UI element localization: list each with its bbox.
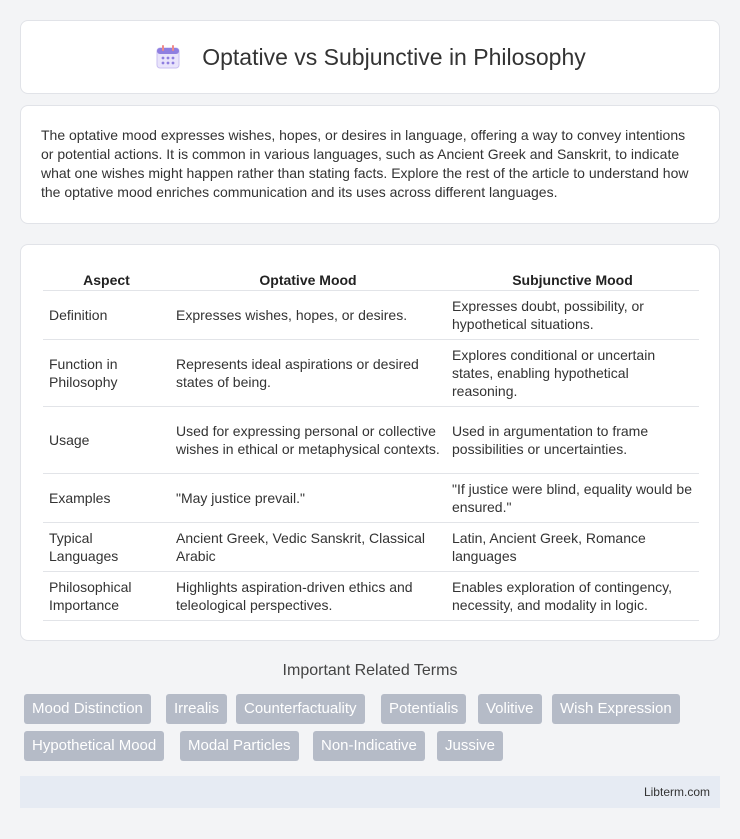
tag-hypothetical-mood[interactable]: Hypothetical Mood	[24, 731, 164, 761]
table-row	[43, 523, 699, 572]
tag-mood-distinction[interactable]: Mood Distinction	[24, 694, 151, 724]
footer-brand[interactable]: Libterm.com	[643, 785, 710, 799]
header-card	[20, 20, 720, 94]
row-subjunctive: Enables exploration of contingency, necessity, and modality in logic.	[446, 572, 699, 621]
row-optative: "May justice prevail."	[170, 474, 446, 523]
row-optative: Highlights aspiration-driven ethics and teleological perspectives.	[170, 572, 446, 621]
intro-text: The optative mood expresses wishes, hopes, or desires in language, offering a way to convey intentions or potential actions. It is common in various languages, such as Ancient Greek and Sanskrit, to indicate what one wishes might happen rather than stating facts. Explore the rest of the article to understand how the optative mood enriches communication and its uses across different languages.	[41, 127, 689, 200]
tag-volitive[interactable]: Volitive	[478, 694, 542, 724]
row-optative: Expresses wishes, hopes, or desires.	[170, 291, 446, 340]
header-optative: Optative Mood	[170, 265, 446, 291]
intro-card	[20, 105, 720, 224]
comparison-table-card	[20, 244, 720, 641]
row-subjunctive: "If justice were blind, equality would be ensured."	[446, 474, 699, 523]
tag-jussive[interactable]: Jussive	[437, 731, 503, 761]
header-subjunctive: Subjunctive Mood	[446, 265, 699, 291]
row-optative: Used for expressing personal or collective wishes in ethical or metaphysical contexts.	[170, 407, 446, 474]
page-title: Optative vs Subjunctive in Philosophy	[202, 43, 586, 70]
calendar-grid-icon	[154, 43, 182, 71]
row-aspect: Examples	[43, 474, 170, 523]
row-subjunctive: Used in argumentation to frame possibilities or uncertainties.	[446, 407, 699, 474]
row-optative: Ancient Greek, Vedic Sanskrit, Classical Arabic	[170, 523, 446, 572]
row-subjunctive: Expresses doubt, possibility, or hypothetical situations.	[446, 291, 699, 340]
row-aspect: Philosophical Importance	[43, 572, 170, 621]
row-subjunctive: Explores conditional or uncertain states, enabling hypothetical reasoning.	[446, 340, 699, 407]
table-row	[43, 291, 699, 340]
tag-wish-expression[interactable]: Wish Expression	[552, 694, 680, 724]
row-subjunctive: Latin, Ancient Greek, Romance languages	[446, 523, 699, 572]
row-optative: Represents ideal aspirations or desired states of being.	[170, 340, 446, 407]
row-aspect: Function in Philosophy	[43, 340, 170, 407]
tag-potentialis[interactable]: Potentialis	[381, 694, 466, 724]
tag-irrealis[interactable]: Irrealis	[166, 694, 227, 724]
row-aspect: Definition	[43, 291, 170, 340]
header-aspect: Aspect	[43, 265, 170, 291]
footer	[20, 776, 720, 808]
row-aspect: Usage	[43, 407, 170, 474]
table-header-row	[43, 265, 699, 291]
table-row	[43, 572, 699, 621]
table-row	[43, 340, 699, 407]
table-row	[43, 407, 699, 474]
tag-counterfactuality[interactable]: Counterfactuality	[236, 694, 365, 724]
row-aspect: Typical Languages	[43, 523, 170, 572]
comparison-table	[43, 265, 699, 621]
tag-non-indicative[interactable]: Non-Indicative	[313, 731, 425, 761]
table-row	[43, 474, 699, 523]
tag-modal-particles[interactable]: Modal Particles	[180, 731, 299, 761]
related-terms-title: Important Related Terms	[282, 662, 458, 679]
